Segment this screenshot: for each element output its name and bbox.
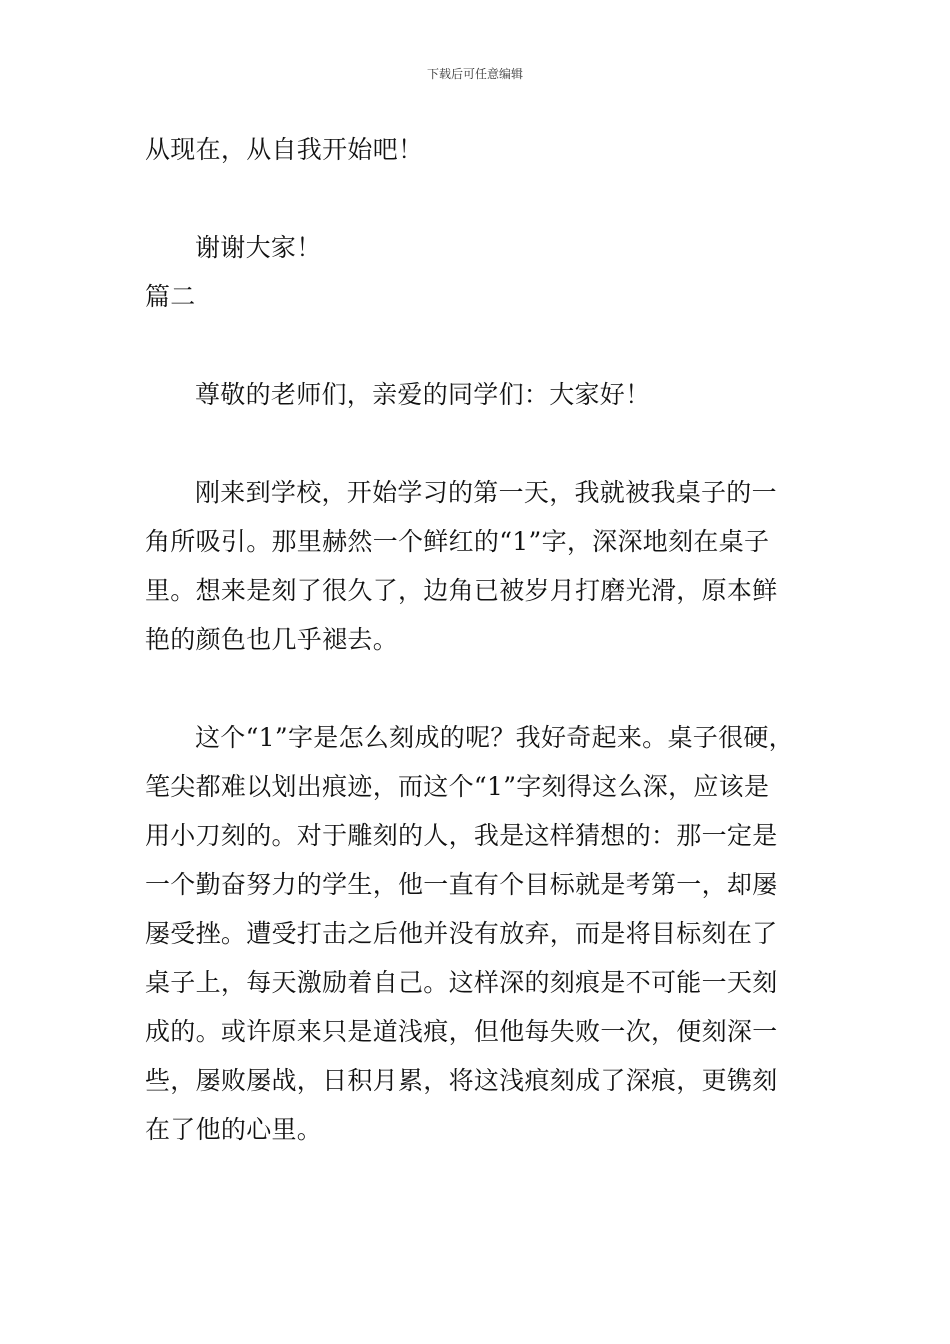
paragraph-closing-line: 从现在，从自我开始吧！: [145, 135, 424, 164]
text-line: 刚来到学校，开始学习的第一天，我就被我桌子的一: [195, 478, 777, 507]
paragraph-carving-story: [145, 713, 815, 1154]
text-line: 这个“1”字是怎么刻成的呢？我好奇起来。桌子很硬，: [195, 723, 794, 752]
paragraph-gap: [145, 419, 815, 468]
paragraph-gap: [145, 664, 815, 713]
text-line: 用小刀刻的。对于雕刻的人，我是这样猜想的：那一定是: [145, 821, 778, 850]
text-line: 一个勤奋努力的学生，他一直有个目标就是考第一，却屡: [145, 870, 778, 899]
text-line: 笔尖都难以划出痕迹，而这个“1”字刻得这么深，应该是: [145, 772, 770, 801]
page-header: 下载后可任意编辑: [426, 67, 523, 81]
text-line: 成的。或许原来只是道浅痕，但他每失败一次，便刻深一: [145, 1017, 778, 1046]
paragraph-gap: [145, 174, 815, 223]
paragraph-thanks: 谢谢大家！: [195, 233, 322, 262]
text-line: 里。想来是刻了很久了，边角已被岁月打磨光滑，原本鲜: [145, 576, 778, 605]
paragraph-desk-intro: [145, 468, 815, 664]
text-line: 艳的颜色也几乎褪去。: [145, 625, 399, 654]
text-line: 桌子上，每天激励着自己。这样深的刻痕是不可能一天刻: [145, 968, 778, 997]
paragraph-greeting: 尊敬的老师们，亲爱的同学们：大家好！: [195, 380, 651, 409]
section-heading: 篇二: [145, 282, 196, 311]
document-body: [145, 125, 815, 1154]
text-line: 角所吸引。那里赫然一个鲜红的“1”字，深深地刻在桌子: [145, 527, 770, 556]
text-line: 些，屡败屡战，日积月累，将这浅痕刻成了深痕，更镌刻: [145, 1066, 778, 1095]
text-line: 屡受挫。遭受打击之后他并没有放弃，而是将目标刻在了: [145, 919, 778, 948]
paragraph-gap: [145, 321, 815, 370]
text-line: 在了他的心里。: [145, 1115, 323, 1144]
